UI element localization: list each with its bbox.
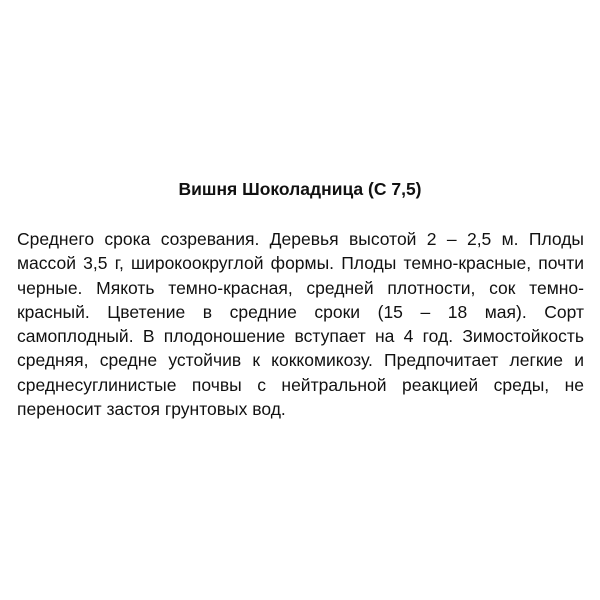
- product-description: Среднего срока созревания. Деревья высотой 2 – 2,5 м. Плоды массой 3,5 г, широкоокруглой формы. Плоды темно-красные, почти черные. Мякоть темно-красная, средней плотности, сок темно-красный. Цветение в средние сроки (15 – 18 мая). Сорт самоплодный. В плодоношение вступает на 4 год. Зимостойкость средняя, средне устойчив к коккомикозу. Предпочитает легкие и среднесуглинистые почвы с нейтральной реакцией среды, не переносит застоя грунтовых вод.: [17, 229, 584, 420]
- product-title: Вишня Шоколадница (С 7,5): [178, 179, 422, 199]
